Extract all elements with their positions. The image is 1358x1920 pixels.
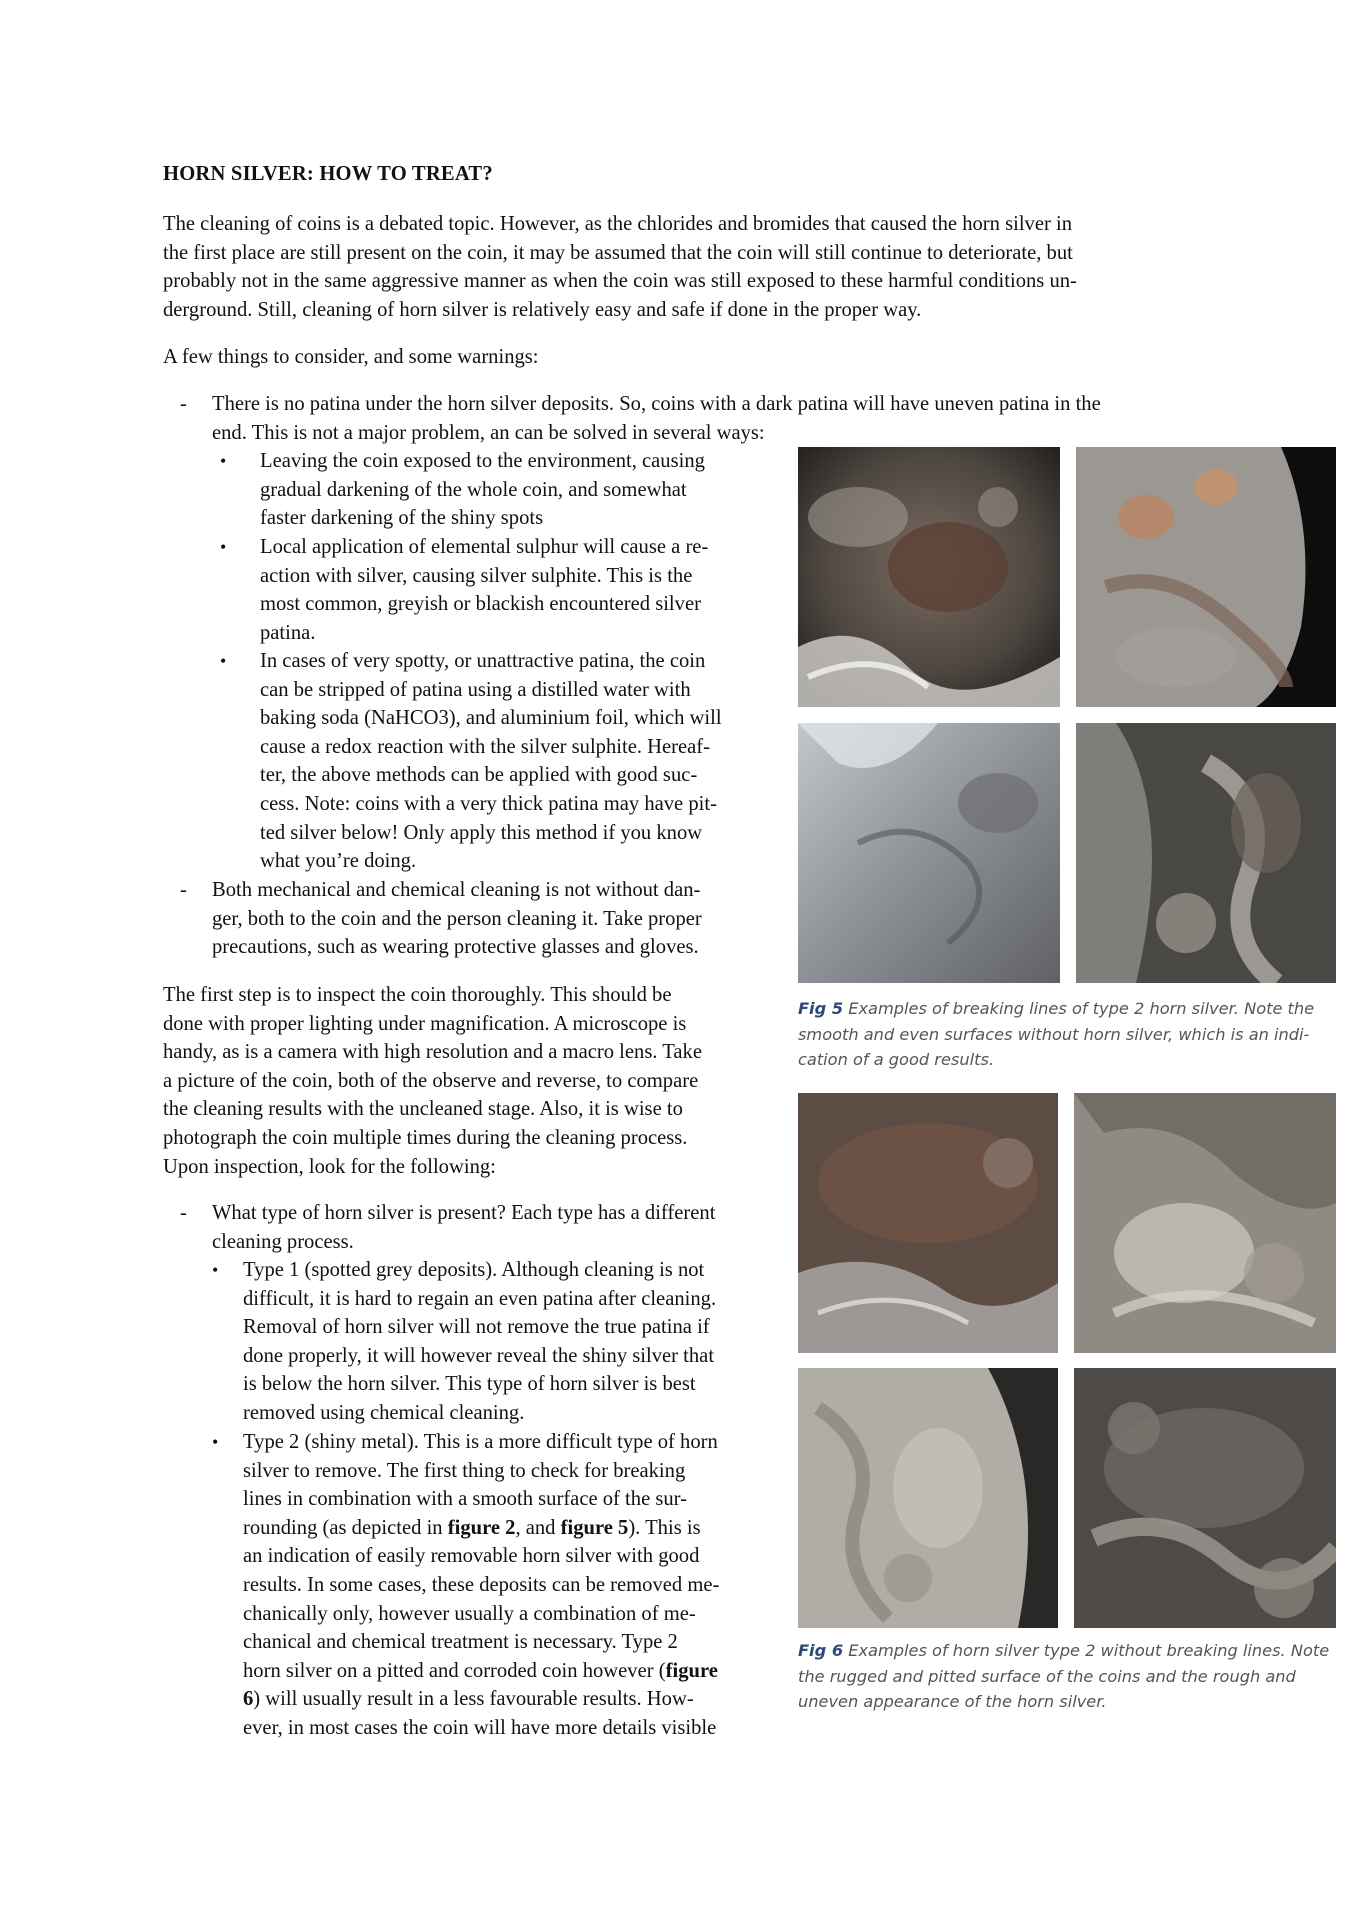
text-line: cess. Note: coins with a very thick patina may have pit- bbox=[260, 792, 717, 815]
fig5-photo-3 bbox=[798, 723, 1060, 983]
fig6-photo-3 bbox=[798, 1368, 1058, 1628]
text-line: horn silver on a pitted and corroded coin however (figure bbox=[243, 1659, 718, 1682]
text-line: Type 1 (spotted grey deposits). Although cleaning is not bbox=[243, 1259, 705, 1281]
caption-line: the rugged and pitted surface of the coins and the rough and bbox=[798, 1666, 1296, 1686]
text-line: 6) will usually result in a less favourable results. How- bbox=[243, 1688, 694, 1711]
text-line: difficult, it is hard to regain an even patina after cleaning. bbox=[243, 1287, 717, 1310]
text-line: faster darkening of the shiny spots bbox=[260, 507, 544, 530]
text-line: The first step is to inspect the coin thoroughly. This should be bbox=[163, 984, 672, 1006]
coin-surface-image bbox=[798, 723, 1060, 983]
caption-line: Fig 6 Examples of horn silver type 2 without breaking lines. Note bbox=[798, 1641, 1330, 1660]
text-line: photograph the coin multiple times during the cleaning process. bbox=[163, 1126, 688, 1149]
coin-surface-image bbox=[1076, 447, 1336, 707]
danger-list-item bbox=[212, 876, 792, 962]
figure-6-reference: figure bbox=[665, 1659, 718, 1682]
text-line: baking soda (NaHCO3), and aluminium foil, which will bbox=[260, 707, 722, 730]
text-line: the cleaning results with the uncleaned stage. Also, it is wise to bbox=[163, 1098, 683, 1121]
text-line: gradual darkening of the whole coin, and somewhat bbox=[260, 478, 687, 501]
text-line: lines in combination with a smooth surface of the sur- bbox=[243, 1488, 687, 1511]
text-line: derground. Still, cleaning of horn silver is relatively easy and safe if done in the proper way. bbox=[163, 298, 922, 321]
text-line: done with proper lighting under magnification. A microscope is bbox=[163, 1012, 687, 1035]
text-line: The cleaning of coins is a debated topic. However, as the chlorides and bromides that caused the horn silver in bbox=[163, 213, 1073, 235]
text-line: Leaving the coin exposed to the environment, causing bbox=[260, 450, 705, 472]
text-line: silver to remove. The first thing to check for breaking bbox=[243, 1459, 686, 1482]
caption-line: uneven appearance of the horn silver. bbox=[798, 1692, 1107, 1711]
figure-6-reference: 6 bbox=[243, 1688, 254, 1711]
bullet-marker: • bbox=[220, 651, 227, 671]
text-line: Removal of horn silver will not remove the true patina if bbox=[243, 1316, 710, 1339]
coin-surface-image bbox=[1074, 1368, 1336, 1628]
type-list-item bbox=[212, 1199, 792, 1256]
fig6-label: Fig 6 bbox=[798, 1641, 844, 1660]
bullet-marker: • bbox=[220, 451, 227, 471]
fig5-photo-2 bbox=[1076, 447, 1336, 707]
patina-subitem-stripping bbox=[260, 647, 780, 876]
text-line: ter, the above methods can be applied with good suc- bbox=[260, 764, 698, 787]
text-line: is below the horn silver. This type of horn silver is best bbox=[243, 1373, 696, 1396]
coin-surface-image bbox=[798, 1368, 1058, 1628]
text-line: In cases of very spotty, or unattractive patina, the coin bbox=[260, 650, 706, 672]
text-line: ger, both to the coin and the person cleaning it. Take proper bbox=[212, 907, 702, 930]
patina-subitem-sulphur bbox=[260, 533, 780, 647]
fig5-label: Fig 5 bbox=[798, 999, 844, 1018]
coin-surface-image bbox=[798, 447, 1060, 707]
intro-paragraph bbox=[163, 210, 1193, 324]
text-line: chanically only, however usually a combination of me- bbox=[243, 1602, 696, 1625]
text-line: ever, in most cases the coin will have more details visible bbox=[243, 1716, 717, 1739]
text-line: most common, greyish or blackish encountered silver bbox=[260, 593, 701, 616]
fig6-photo-1 bbox=[798, 1093, 1058, 1353]
patina-subitem-exposure bbox=[260, 447, 780, 533]
fig6-photo-2 bbox=[1074, 1093, 1336, 1353]
type2-item bbox=[243, 1428, 788, 1743]
text-line: Local application of elemental sulphur will cause a re- bbox=[260, 536, 709, 558]
coin-surface-image bbox=[1074, 1093, 1336, 1353]
text-line: probably not in the same aggressive manner as when the coin was still exposed to these harmful conditions un- bbox=[163, 270, 1077, 293]
considerations-intro: A few things to consider, and some warnings: bbox=[163, 346, 539, 368]
fig5-photo-4 bbox=[1076, 723, 1336, 983]
text-line: end. This is not a major problem, an can be solved in several ways: bbox=[212, 421, 765, 444]
coin-surface-image bbox=[798, 1093, 1058, 1353]
text-line: There is no patina under the horn silver deposits. So, coins with a dark patina will have uneven patina in the bbox=[212, 393, 1101, 415]
text-line: can be stripped of patina using a distilled water with bbox=[260, 678, 691, 701]
bullet-marker: • bbox=[212, 1432, 219, 1452]
text-line: results. In some cases, these deposits can be removed me- bbox=[243, 1573, 720, 1596]
bullet-marker: • bbox=[220, 537, 227, 557]
text-line: handy, as is a camera with high resolution and a macro lens. Take bbox=[163, 1041, 702, 1064]
inspect-paragraph bbox=[163, 981, 783, 1181]
text-line: Upon inspection, look for the following: bbox=[163, 1155, 496, 1178]
text-line: cleaning process. bbox=[212, 1230, 354, 1253]
text-line: an indication of easily removable horn silver with good bbox=[243, 1545, 700, 1568]
patina-list-item bbox=[212, 390, 1222, 447]
text-line: what you’re doing. bbox=[260, 850, 417, 873]
text-line: Type 2 (shiny metal). This is a more difficult type of horn bbox=[243, 1431, 718, 1453]
caption-line: Fig 5 Examples of breaking lines of type 2 horn silver. Note the bbox=[798, 999, 1315, 1018]
dash-marker: - bbox=[180, 393, 187, 415]
text-line: rounding (as depicted in figure 2, and figure 5). This is bbox=[243, 1516, 701, 1539]
text-line: done properly, it will however reveal the shiny silver that bbox=[243, 1344, 715, 1367]
fig6-caption bbox=[798, 1638, 1338, 1715]
fig6-photo-4 bbox=[1074, 1368, 1336, 1628]
text-line: ted silver below! Only apply this method if you know bbox=[260, 821, 703, 844]
figure-2-reference: figure 2 bbox=[447, 1516, 516, 1539]
text-line: precautions, such as wearing protective glasses and gloves. bbox=[212, 936, 699, 959]
page-title: HORN SILVER: HOW TO TREAT? bbox=[163, 163, 493, 185]
figure-5-reference: figure 5 bbox=[560, 1516, 629, 1539]
text-line: action with silver, causing silver sulphite. This is the bbox=[260, 564, 693, 587]
text-line: a picture of the coin, both of the observe and reverse, to compare bbox=[163, 1069, 699, 1092]
text-line: chanical and chemical treatment is necessary. Type 2 bbox=[243, 1631, 678, 1654]
caption-line: smooth and even surfaces without horn silver, which is an indi- bbox=[798, 1024, 1310, 1044]
coin-surface-image bbox=[1076, 723, 1336, 983]
caption-line: cation of a good results. bbox=[798, 1050, 995, 1069]
text-line: removed using chemical cleaning. bbox=[243, 1401, 525, 1424]
fig5-caption bbox=[798, 996, 1338, 1073]
type1-item bbox=[243, 1256, 788, 1428]
text-line: cause a redox reaction with the silver sulphite. Hereaf- bbox=[260, 735, 711, 758]
text-line: Both mechanical and chemical cleaning is not without dan- bbox=[212, 879, 701, 901]
bullet-marker: • bbox=[212, 1260, 219, 1280]
text-line: What type of horn silver is present? Each type has a different bbox=[212, 1202, 716, 1224]
text-line: patina. bbox=[260, 621, 316, 644]
dash-marker: - bbox=[180, 879, 187, 901]
text-line: the first place are still present on the coin, it may be assumed that the coin will still continue to deteriorate, but bbox=[163, 241, 1073, 264]
fig5-photo-1 bbox=[798, 447, 1060, 707]
dash-marker: - bbox=[180, 1202, 187, 1224]
